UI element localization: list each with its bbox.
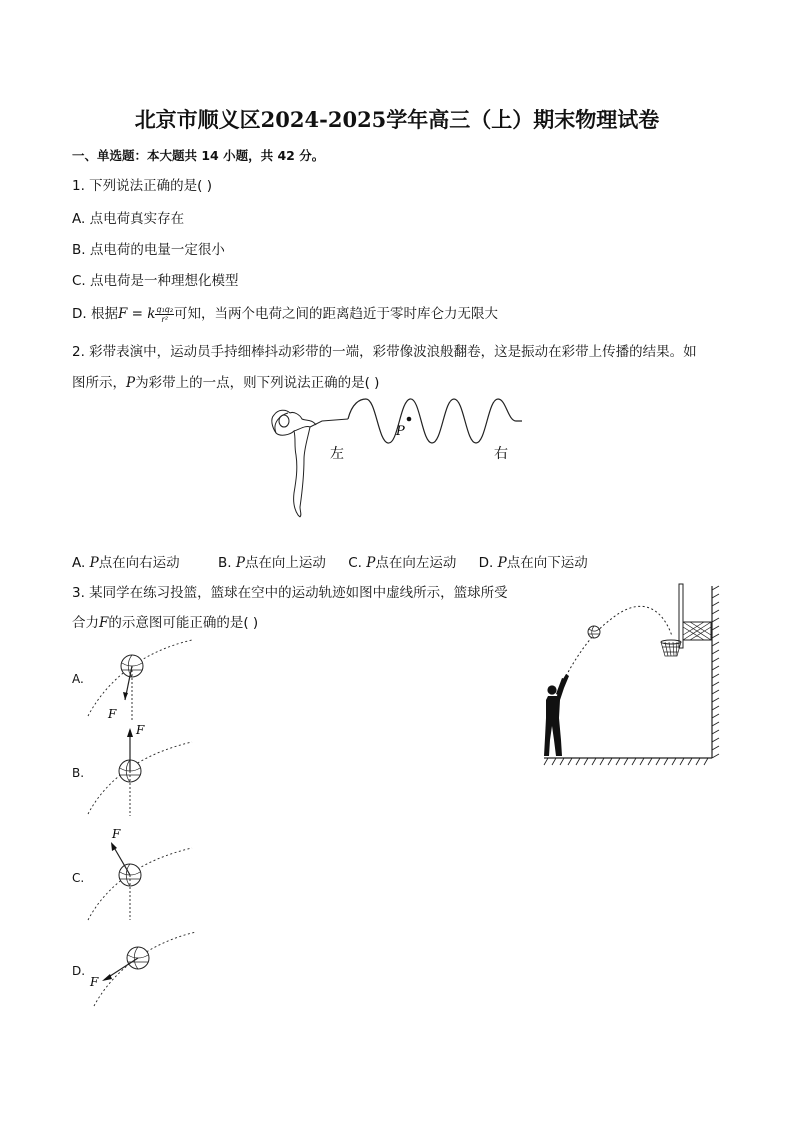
ball-trajectory xyxy=(566,606,672,676)
q3-label-a: A. xyxy=(72,672,84,686)
q3-stem-line2 xyxy=(72,613,258,633)
q1-option-d xyxy=(72,302,498,324)
basketball-icon xyxy=(588,626,600,638)
basketball-scene-figure xyxy=(540,580,725,795)
q2-line2-post: 为彩带上的一点，则下列说法正确的是( ) xyxy=(135,375,380,391)
ribbon-dancer-figure xyxy=(260,385,530,525)
coulomb-numerator: q₁q₂ xyxy=(156,304,174,314)
player-silhouette-icon xyxy=(544,674,569,756)
q3-line2-post: 的示意图可能正确的是( ) xyxy=(108,615,259,631)
option-c-force-label: F xyxy=(112,827,121,841)
q3-label-c: C. xyxy=(72,871,85,885)
q1-option-d-suffix: 可知，当两个电荷之间的距离趋近于零时库仑力无限大 xyxy=(174,306,499,322)
option-d-force-label: F xyxy=(90,975,99,989)
q2-option-c: C. P点在向左运动 xyxy=(348,555,457,571)
q1-option-a: A. 点电荷真实存在 xyxy=(72,211,185,227)
q2-line2-pre: 图所示， xyxy=(72,375,126,391)
q3-line2-pre: 合力 xyxy=(72,615,99,631)
option-c-diagram xyxy=(82,824,197,924)
q3-stem-line1: 3. 某同学在练习投篮，篮球在空中的运动轨迹如图中虚线所示，篮球所受 xyxy=(72,585,508,601)
wall-hatching xyxy=(712,586,719,758)
q3-label-b: B. xyxy=(72,766,85,780)
coulomb-fraction xyxy=(155,305,174,324)
right-label: 右 xyxy=(494,446,508,462)
q2-line2-var: P xyxy=(126,375,136,391)
q1-option-c: C. 点电荷是一种理想化模型 xyxy=(72,273,239,289)
q2-option-b: B. P点在向上运动 xyxy=(217,555,326,571)
left-label: 左 xyxy=(330,446,344,462)
option-d-diagram xyxy=(82,928,197,1008)
coulomb-formula-lhs: F = k xyxy=(117,306,156,322)
page-title: 北京市顺义区2024-2025学年高三（上）期末物理试卷 xyxy=(134,107,660,132)
point-p-label: P xyxy=(396,424,405,439)
option-a-diagram xyxy=(82,634,197,724)
q1-option-b: B. 点电荷的电量一定很小 xyxy=(72,242,225,258)
section-heading: 一、单选题：本大题共 14 小题，共 42 分。 xyxy=(72,148,325,163)
point-p-marker xyxy=(407,417,412,422)
q1-option-d-prefix: D. 根据 xyxy=(72,306,118,322)
q2-options xyxy=(72,551,588,571)
q2-option-a: A. P点在向右运动 xyxy=(72,555,180,571)
q2-stem-line1: 2. 彩带表演中，运动员手持细棒抖动彩带的一端，彩带像波浪般翻卷，这是振动在彩带上传播的结果。如 xyxy=(72,344,697,360)
q2-option-d: D. P点在向下运动 xyxy=(478,555,588,571)
coulomb-denominator: r² xyxy=(161,314,168,324)
q3-line2-var: F xyxy=(99,615,109,631)
q1-stem: 1. 下列说法正确的是( ) xyxy=(72,178,212,194)
option-b-force-label: F xyxy=(136,723,145,737)
ground-hatching xyxy=(544,758,708,765)
q3-label-d: D. xyxy=(72,964,86,978)
dancer-icon xyxy=(272,410,348,517)
ribbon-wave xyxy=(348,399,522,443)
option-a-force-label: F xyxy=(108,707,117,721)
option-b-diagram xyxy=(82,718,197,818)
